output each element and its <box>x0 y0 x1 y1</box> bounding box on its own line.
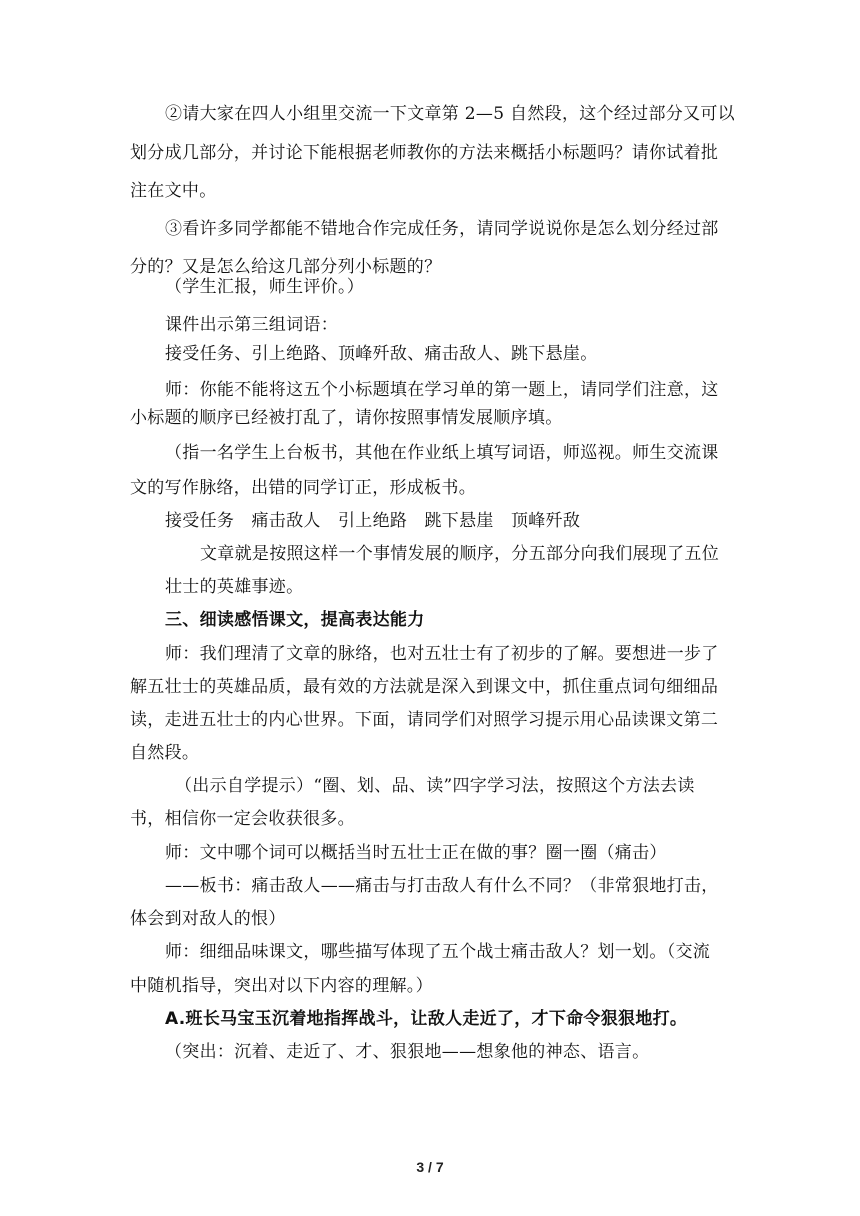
page-number: 3 / 7 <box>416 1159 444 1175</box>
section-heading: 三、细读感悟课文，提高表达能力 <box>165 610 425 630</box>
text-line: 壮士的英雄事迹。 <box>165 577 304 597</box>
text-line: 小标题的顺序已经被打乱了，请你按照事情发展顺序填。 <box>130 408 563 428</box>
text-line: 解五壮士的英雄品质，最有效的方法就是深入到课文中，抓住重点词句细细品 <box>130 677 719 697</box>
text-line: 师：我们理清了文章的脉络，也对五壮士有了初步的了解。要想进一步了 <box>165 644 719 664</box>
text-line: 自然段。 <box>130 743 200 763</box>
text-line: （突出：沉着、走近了、才、狠狠地——想象他的神态、语言。 <box>165 1042 650 1062</box>
text-line: 体会到对敌人的恨） <box>130 909 286 929</box>
text-line: 中随机指导，突出对以下内容的理解。） <box>130 976 433 996</box>
text-line: ——板书：痛击敌人——痛击与打击敌人有什么不同？（非常狠地打击， <box>165 876 719 896</box>
text-line: 师：细细品味课文，哪些描写体现了五个战士痛击敌人？划一划。（交流 <box>165 942 711 962</box>
text-line: 分的？又是怎么给这几部分列小标题的？ <box>130 257 442 277</box>
text-line: 文的写作脉络，出错的同学订正，形成板书。 <box>130 478 476 498</box>
text-line: （指一名学生上台板书，其他在作业纸上填写词语，师巡视。师生交流课 <box>165 443 719 463</box>
text-line: （学生汇报，师生评价。） <box>165 277 365 297</box>
text-line: 注在文中。 <box>130 181 217 201</box>
text-line: 师：你能不能将这五个小标题填在学习单的第一题上，请同学们注意，这 <box>165 380 719 400</box>
text-line: ②请大家在四人小组里交流一下文章第 2—5 自然段，这个经过部分又可以 <box>165 104 735 124</box>
text-line: 接受任务 痛击敌人 引上绝路 跳下悬崖 顶峰歼敌 <box>165 511 581 531</box>
text-line: 接受任务、引上绝路、顶峰歼敌、痛击敌人、跳下悬崖。 <box>165 344 598 364</box>
text-line: （出示自学提示）“圈、划、品、读”四字学习法，按照这个方法去读 <box>175 776 695 796</box>
text-line: 文章就是按照这样一个事情发展的顺序，分五部分向我们展现了五位 <box>200 544 719 564</box>
text-line: 划分成几部分，并讨论下能根据老师教你的方法来概括小标题吗？请你试着批 <box>130 143 719 163</box>
text-line: ③看许多同学都能不错地合作完成任务，请同学说说你是怎么划分经过部 <box>165 219 719 239</box>
text-line: 书，相信你一定会收获很多。 <box>130 809 355 829</box>
highlighted-sentence: A.班长马宝玉沉着地指挥战斗，让敌人走近了，才下命令狠狠地打。 <box>165 1009 688 1029</box>
text-line: 师：文中哪个词可以概括当时五壮士正在做的事？圈一圈（痛击） <box>165 843 667 863</box>
text-line: 读，走进五壮士的内心世界。下面，请同学们对照学习提示用心品读课文第二 <box>130 710 719 730</box>
text-line: 课件出示第三组词语： <box>165 315 338 335</box>
